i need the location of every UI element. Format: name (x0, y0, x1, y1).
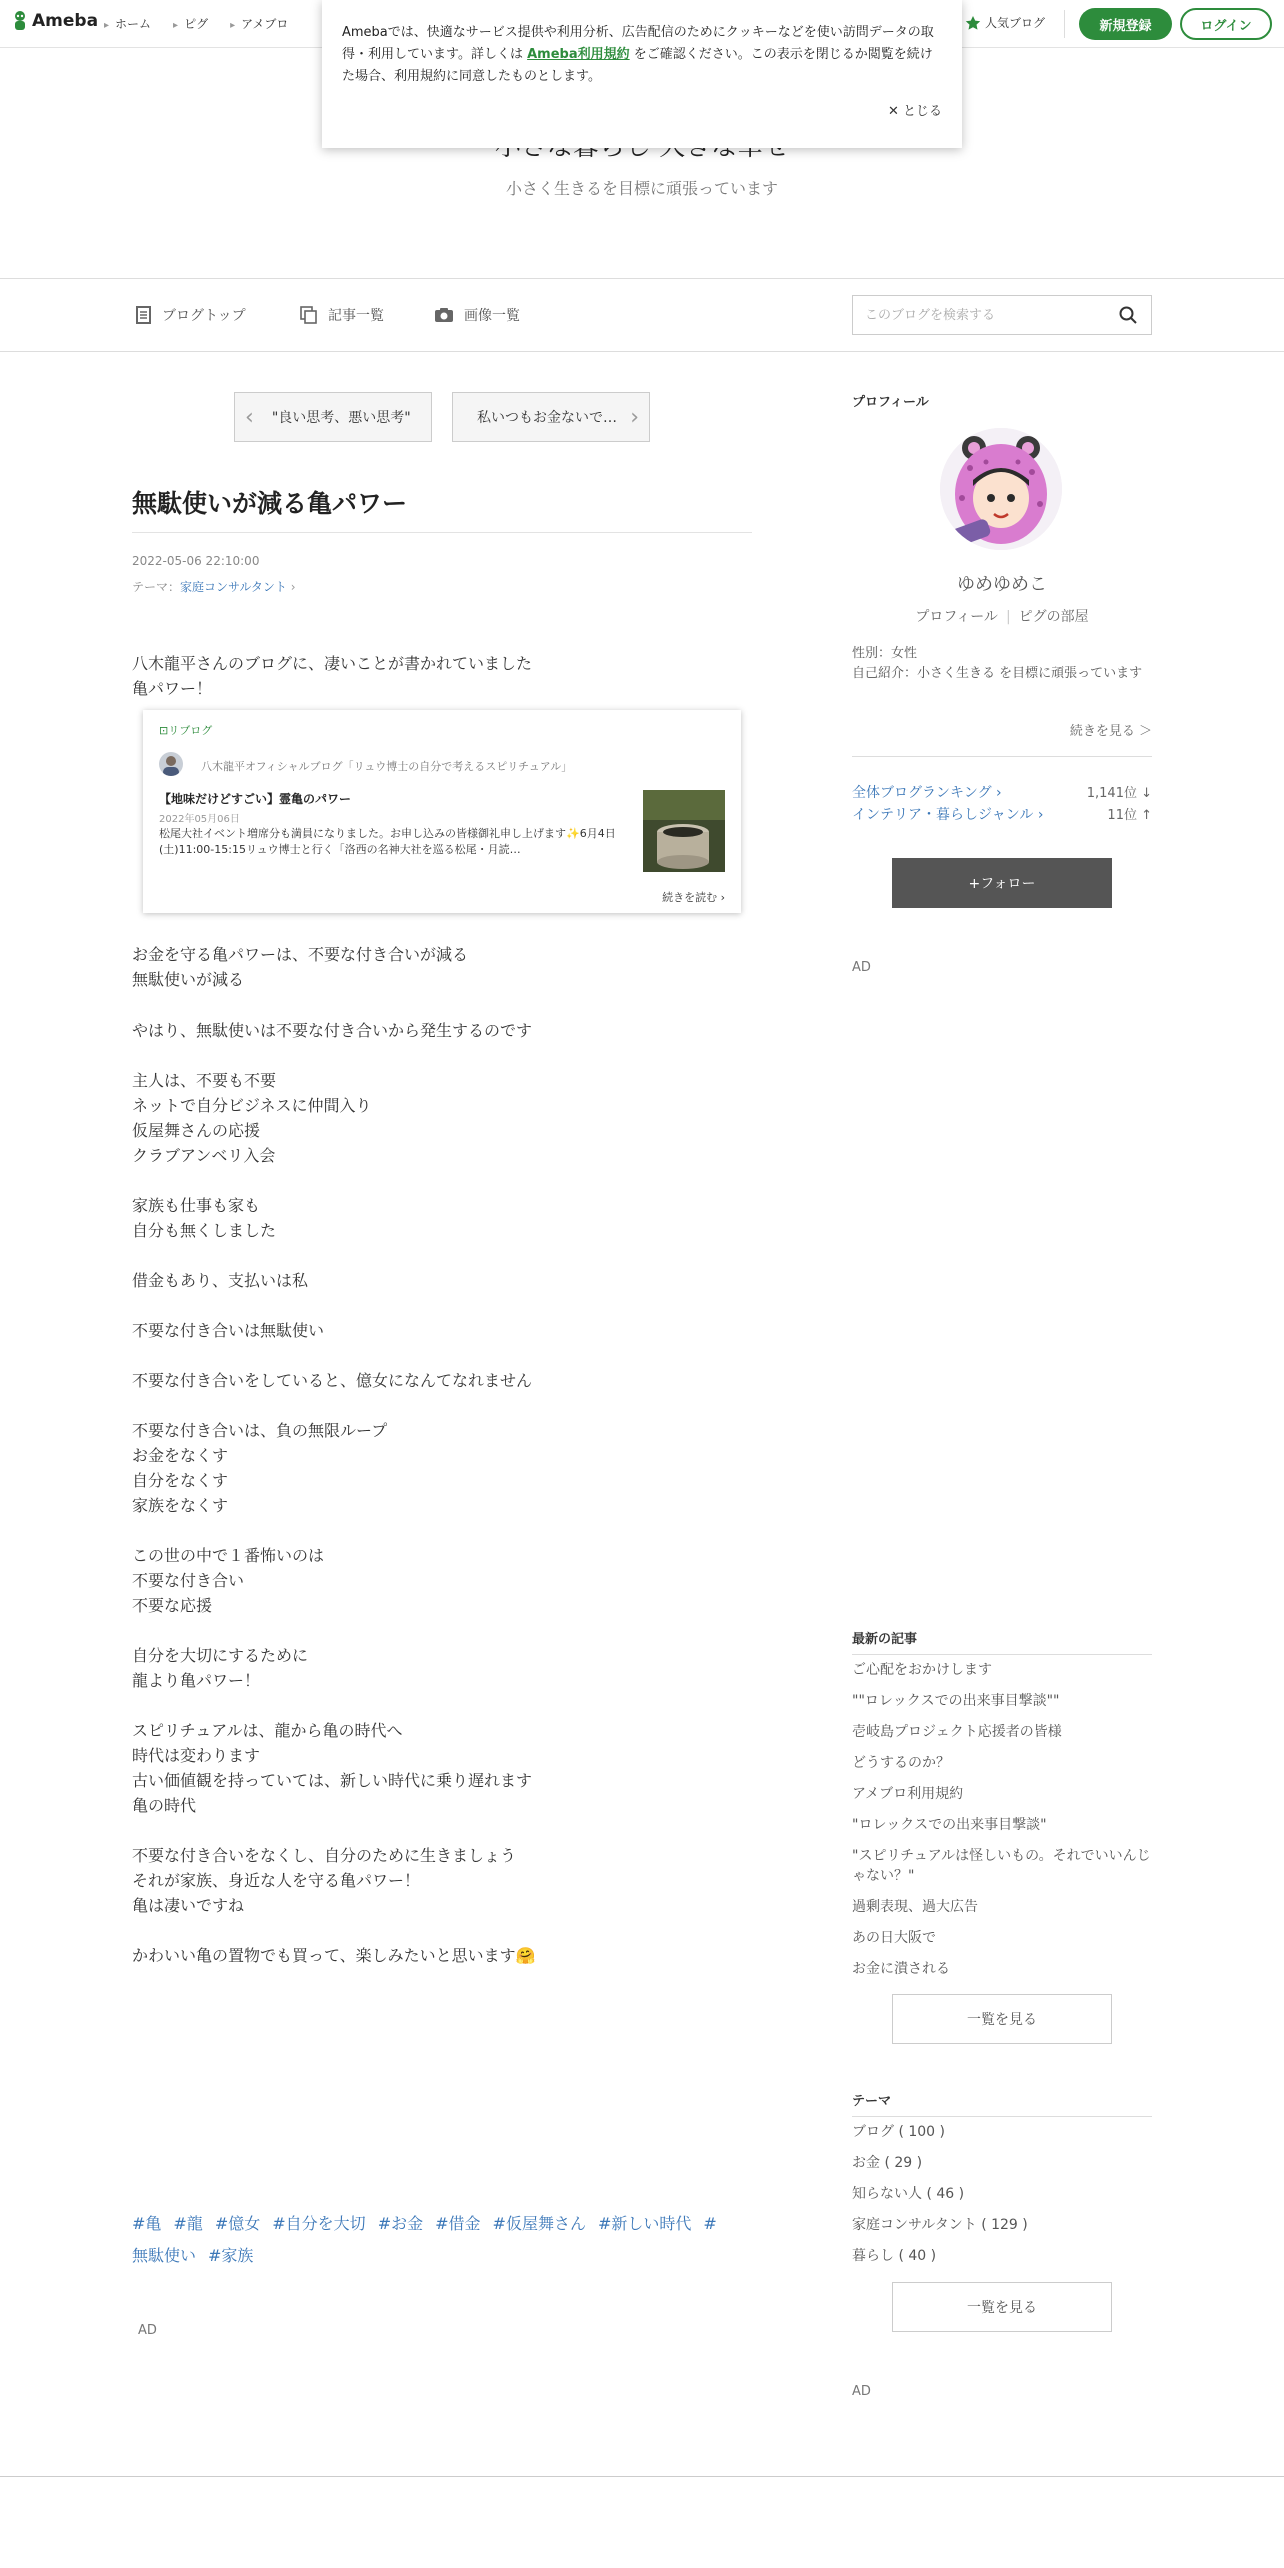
chevron-right-icon: › (720, 891, 725, 904)
cookie-consent-dialog (322, 0, 962, 148)
chevron-right-icon: › (996, 785, 1002, 801)
theme-heading: テーマ (852, 2094, 892, 2109)
search-icon[interactable] (1119, 306, 1137, 324)
profile-intro: 自己紹介：小さく生きる を目標に頑張っています (852, 666, 1143, 681)
global-nav (104, 15, 288, 32)
theme-item[interactable]: お金 ( 29 ) (852, 2155, 923, 2171)
article-title[interactable]: 無駄使いが減る亀パワー (132, 489, 408, 518)
profile-avatar[interactable] (940, 428, 1062, 550)
article-paragraph: 家族も仕事も家も 自分も無くしました (132, 1196, 277, 1240)
article-paragraph: 不要な付き合いをしていると、億女になんてなれません (132, 1371, 533, 1390)
article-paragraph: お金を守る亀パワーは、不要な付き合いが減る 無駄使いが減る (132, 945, 469, 989)
follow-button[interactable]: +フォロー (892, 858, 1112, 908)
register-button[interactable]: 新規登録 (1079, 8, 1172, 40)
login-button[interactable]: ログイン (1180, 8, 1272, 40)
cookie-close-label: とじる (902, 104, 942, 119)
profile-readmore[interactable]: 続きを見る ＞ (1069, 724, 1152, 739)
ranking-all-label: 全体ブログランキング (852, 785, 992, 801)
copy-icon (300, 306, 318, 324)
ad-label: AD (852, 2384, 871, 2399)
theme-label: テーマ： (132, 580, 181, 594)
ranking-genre-value: 11位 ↑ (1107, 808, 1152, 823)
reblog-author-avatar (159, 752, 183, 776)
recent-articles-heading: 最新の記事 (852, 1632, 918, 1647)
cookie-close-button[interactable] (888, 100, 942, 119)
recent-articles-list (852, 1660, 1152, 1990)
profile-divider (852, 756, 1152, 757)
star-icon (965, 15, 981, 31)
chevron-left-icon: ‹ (245, 404, 254, 430)
hashtag[interactable]: #龍 (173, 2214, 203, 2233)
nav-pigg[interactable]: ▸ ピグ (173, 15, 208, 32)
hashtag[interactable]: #仮屋舞さん (492, 2214, 586, 2233)
chevron-right-icon: › (290, 580, 296, 594)
article-date: 2022-05-06 22:10:00 (132, 554, 260, 568)
blog-search (852, 295, 1152, 335)
ranking-all[interactable] (852, 782, 1152, 802)
theme-list-all-button[interactable]: 一覧を見る (892, 2282, 1112, 2332)
hashtag[interactable]: #お金 (377, 2214, 424, 2233)
recent-article-item[interactable]: 壱岐島プロジェクト応援者の皆様 (852, 1724, 1062, 1740)
prev-article-label: "良い思考、悪い思考" (271, 410, 411, 426)
chevron-right-icon: › (1037, 807, 1044, 823)
article-paragraph: 不要な付き合いをなくし、自分のために生きましょう それが家族、身近な人を守る亀パワー！ 亀は凄いですね (132, 1846, 517, 1915)
ranking-genre-label: インテリア・暮らしジャンル (852, 807, 1034, 823)
recent-article-item[interactable]: "スピリチュアルは怪しいもの。それでいいんじゃない？" (852, 1848, 1151, 1884)
article-theme (132, 578, 296, 595)
recent-article-item[interactable]: どうするのか？ (852, 1755, 950, 1771)
recent-list-all-button[interactable]: 一覧を見る (892, 1994, 1112, 2044)
nav-ameblo[interactable]: ▸ アメブロ (230, 15, 288, 32)
theme-list (852, 2122, 1152, 2277)
reblog-card[interactable] (143, 710, 741, 913)
profile-link[interactable]: プロフィール (915, 609, 998, 625)
profile-gender: 性別：女性 (852, 646, 918, 661)
recent-article-item[interactable]: ""ロレックスでの出来事目撃談"" (852, 1693, 1060, 1709)
link-separator: | (1005, 609, 1011, 625)
hashtag[interactable]: #自分を大切 (272, 2214, 366, 2233)
well-photo (643, 790, 725, 872)
reblog-label-text: リブログ (168, 724, 213, 737)
blog-top-label: ブログトップ (162, 308, 246, 324)
theme-item[interactable]: 家庭コンサルタント ( 129 ) (852, 2217, 1028, 2233)
nav-home[interactable]: ▸ ホーム (104, 15, 151, 32)
hashtag[interactable]: #新しい時代 (597, 2214, 692, 2233)
image-list-link[interactable] (434, 305, 520, 325)
article-paragraph: かわいい亀の置物でも買って、楽しみたいと思います🤗 (132, 1946, 536, 1965)
recent-article-item[interactable]: お金に潰される (852, 1961, 950, 1977)
search-input[interactable] (853, 296, 1103, 334)
article-paragraph: やはり、無駄使いは不要な付き合いから発生するのです (132, 1021, 533, 1040)
reblog-readmore-label: 続きを読む (662, 891, 718, 904)
reblog-author[interactable]: 八木龍平オフィシャルブログ「リュウ博士の自分で考えるスピリチュアル」 (201, 760, 573, 773)
ranking-all-name (852, 782, 1002, 802)
theme-item[interactable]: ブログ ( 100 ) (852, 2124, 945, 2140)
theme-link[interactable]: 家庭コンサルタント (180, 580, 287, 594)
reblog-readmore[interactable] (662, 889, 725, 905)
blog-nav (0, 278, 1284, 352)
header-divider (1064, 10, 1065, 38)
hashtag[interactable]: #借金 (435, 2214, 481, 2233)
ameba-logo[interactable] (12, 10, 98, 32)
profile-name[interactable]: ゆめゆめこ (957, 574, 1047, 595)
theme-divider (852, 2116, 1152, 2117)
article-paragraph: 不要な付き合いは、負の無限ループ お金をなくす 自分をなくす 家族をなくす (132, 1421, 388, 1515)
reblog-label (159, 722, 212, 738)
hashtag-list (132, 2208, 732, 2272)
cookie-text-before: Amebaでは、快適なサービス提供や利用分析、広告配信のためにクッキーなどを使い訪問データの取得・利用しています。詳しくは (342, 25, 934, 62)
terms-link[interactable]: Ameba利用規約 (527, 47, 630, 62)
blog-top-link[interactable] (136, 305, 246, 325)
next-article-label: 私いつもお金ないで… (477, 410, 617, 426)
recent-divider (852, 1654, 1152, 1655)
hashtag[interactable]: #亀 (132, 2214, 162, 2233)
profile-heading: プロフィール (852, 395, 929, 410)
recent-article-item[interactable]: アメブロ利用規約 (852, 1786, 964, 1802)
popular-blog-label: 人気ブログ (985, 16, 1046, 30)
article-paragraph: この世の中で１番怖いのは 不要な付き合い 不要な応援 (132, 1546, 325, 1615)
popular-blog-link[interactable] (965, 14, 1045, 31)
reblog-date: 2022年05月06日 (159, 814, 240, 825)
ranking-all-value: 1,141位 ↓ (1086, 786, 1152, 801)
close-icon: ✕ (887, 104, 903, 119)
prev-article-button[interactable] (234, 392, 432, 442)
pigg-room-link[interactable]: ピグの部屋 (1018, 609, 1089, 625)
article-paragraph: スピリチュアルは、龍から亀の時代へ 時代は変わります 古い価値観を持っていては、新しい時代に乗り遅れます 亀の時代 (132, 1721, 533, 1815)
recent-article-item[interactable]: 過剰表現、過大広告 (852, 1899, 978, 1915)
hashtag[interactable]: #無駄使い (132, 2214, 717, 2265)
chevron-right-icon: › (630, 404, 639, 430)
reblog-excerpt: 松尾大社イベント増席分も満員になりました。お申し込みの皆様御礼申し上げます✨6月4日(土)11:00-15:15リュウ博士と行く「洛西の名神大社を巡る松尾・月読… (159, 827, 616, 856)
article-intro: 八木龍平さんのブログに、凄いことが書かれていました 亀パワー！ (132, 654, 533, 698)
ameba-logo-icon (12, 10, 28, 32)
recent-article-item[interactable]: ご心配をおかけします (852, 1662, 992, 1678)
hashtag[interactable]: #億女 (214, 2214, 261, 2233)
cookie-message (342, 22, 942, 88)
avatar-illustration (940, 428, 1062, 550)
reblog-icon: ⊡ (159, 724, 169, 737)
recent-article-item[interactable]: "ロレックスでの出来事目撃談" (852, 1817, 1047, 1833)
camera-icon (434, 307, 454, 323)
cookie-text-after: をご確認ください。この表示を閉じるか閲覧を続けた場合、利用規約に同意したものとします。 (342, 47, 933, 84)
article-paragraph: 借金もあり、支払いは私 (132, 1271, 309, 1290)
article-list-label: 記事一覧 (328, 308, 384, 324)
blog-subtitle: 小さく生きるを目標に頑張っています (505, 179, 778, 198)
theme-item[interactable]: 知らない人 ( 46 ) (852, 2186, 965, 2202)
next-article-button[interactable] (452, 392, 650, 442)
title-divider (132, 532, 752, 533)
ad-label: AD (138, 2323, 157, 2338)
footer-divider (0, 2476, 1284, 2477)
ranking-genre[interactable] (852, 804, 1152, 824)
recent-article-item[interactable]: あの日大阪で (852, 1930, 936, 1946)
document-icon (136, 306, 152, 324)
article-paragraph: 主人は、不要も不要 ネットで自分ビジネスに仲間入り 仮屋舞さんの応援 クラブアンベリ入会 (132, 1071, 372, 1165)
profile-links (852, 606, 1152, 626)
article-list-link[interactable] (300, 305, 384, 325)
image-list-label: 画像一覧 (464, 308, 520, 324)
hashtag[interactable]: #家族 (208, 2246, 254, 2265)
article-paragraph: 自分を大切にするために 龍より亀パワー！ (132, 1646, 309, 1690)
logo-text: Ameba (32, 11, 99, 31)
reblog-thumbnail (643, 790, 725, 872)
ad-label: AD (852, 960, 871, 975)
reblog-title[interactable]: 【地味だけどすごい】霊亀のパワー (159, 792, 352, 806)
ranking-genre-name (852, 804, 1043, 824)
person-icon (159, 752, 183, 776)
theme-item[interactable]: 暮らし ( 40 ) (852, 2248, 937, 2264)
article-paragraph: 不要な付き合いは無駄使い (132, 1321, 325, 1340)
